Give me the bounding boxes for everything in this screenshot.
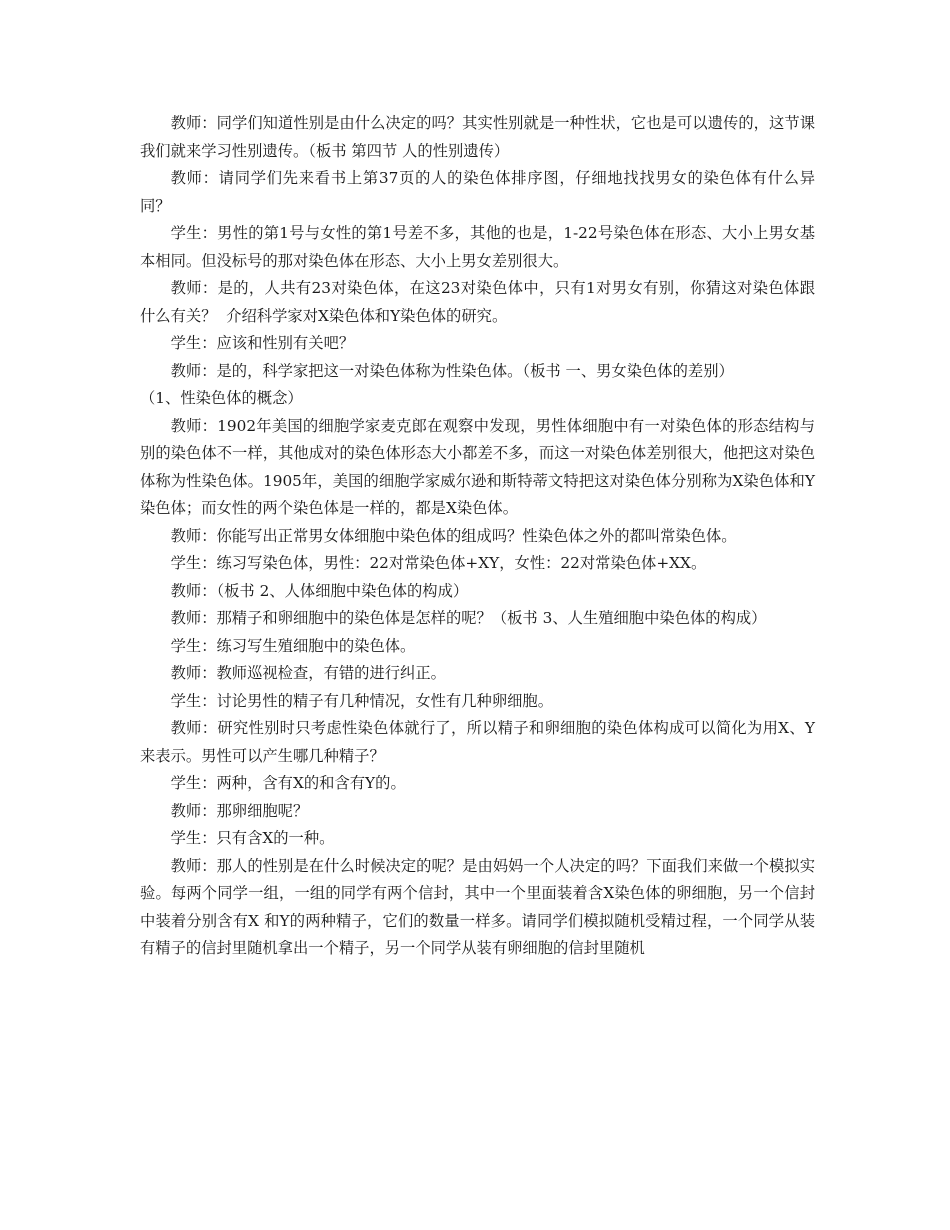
- paragraph-20: 教师：那人的性别是在什么时候决定的呢？是由妈妈一个人决定的吗？下面我们来做一个模拟实验。每两个同学一组，一组的同学有两个信封，其中一个里面装着含X染色体的卵细胞，另一个信封中装着分别含有X 和Y的两种精子，它们的数量一样多。请同学们模拟随机受精过程，一个同学从装有精子的信封里随机拿出一个精子，另一个同学从装有卵细胞的信封里随机: [140, 856, 815, 957]
- paragraph-15: 学生：讨论男性的精子有几种情况，女性有几种卵细胞。: [170, 691, 554, 710]
- paragraph-3: 学生：男性的第1号与女性的第1号差不多，其他的也是，1-22号染色体在形态、大小上男女基本相同。但没标号的那对染色体在形态、大小上男女差别很大。: [140, 224, 815, 270]
- paragraph-17: 学生：两种，含有X的和含有Y的。: [170, 774, 406, 792]
- paragraph-13: 学生：练习写生殖细胞中的染色体。: [170, 636, 416, 655]
- paragraph-6: 教师：是的，科学家把这一对染色体称为性染色体。（板书 一、男女染色体的差别）: [170, 361, 734, 380]
- paragraph-8: 教师：1902年美国的细胞学家麦克郎在观察中发现，男性体细胞中有一对染色体的形态结构与别的染色体不一样，其他成对的染色体形态大小都差不多，而这一对染色体差别很大，他把这对染色体称为性染色体。1905年，美国的细胞学家威尔逊和斯特蒂文特把这对染色体分别称为X染色体和Y染色体；而女性的两个染色体是一样的，都是X染色体。: [140, 416, 815, 517]
- paragraph-19: 学生：只有含X的一种。: [170, 829, 335, 847]
- paragraph-14: 教师：教师巡视检查，有错的进行纠正。: [170, 664, 446, 682]
- paragraph-16: 教师：研究性别时只考虑性染色体就行了，所以精子和卵细胞的染色体构成可以简化为用X、Y来表示。男性可以产生哪几种精子？: [140, 719, 815, 765]
- paragraph-12: 教师：那精子和卵细胞中的染色体是怎样的呢？（板书 3、人生殖细胞中染色体的构成）: [170, 609, 767, 627]
- document-body: [140, 110, 815, 963]
- paragraph-5: 学生：应该和性别有关吧？: [170, 334, 355, 352]
- paragraph-11: 教师：（板书 2、人体细胞中染色体的构成）: [170, 581, 469, 600]
- paragraph-18: 教师：那卵细胞呢？: [170, 801, 309, 820]
- paragraph-2: 教师：请同学们先来看书上第37页的人的染色体排序图，仔细地找找男女的染色体有什么异同？: [140, 169, 815, 215]
- paragraph-10: 学生：练习写染色体，男性：22对常染色体+XY，女性：22对常染色体+XX。: [170, 554, 707, 572]
- paragraph-9: 教师：你能写出正常男女体细胞中染色体的组成吗？性染色体之外的都叫常染色体。: [170, 526, 737, 545]
- paragraph-7: （1、性染色体的概念）: [140, 389, 303, 407]
- paragraph-1: 教师：同学们知道性别是由什么决定的吗？其实性别就是一种性状，它也是可以遗传的，这节课我们就来学习性别遗传。（板书 第四节 人的性别遗传）: [140, 114, 815, 160]
- paragraph-4: 教师：是的，人共有23对染色体，在这23对染色体中，只有1对男女有别，你猜这对染色体跟什么有关？ 介绍科学家对X染色体和Y染色体的研究。: [140, 279, 815, 325]
